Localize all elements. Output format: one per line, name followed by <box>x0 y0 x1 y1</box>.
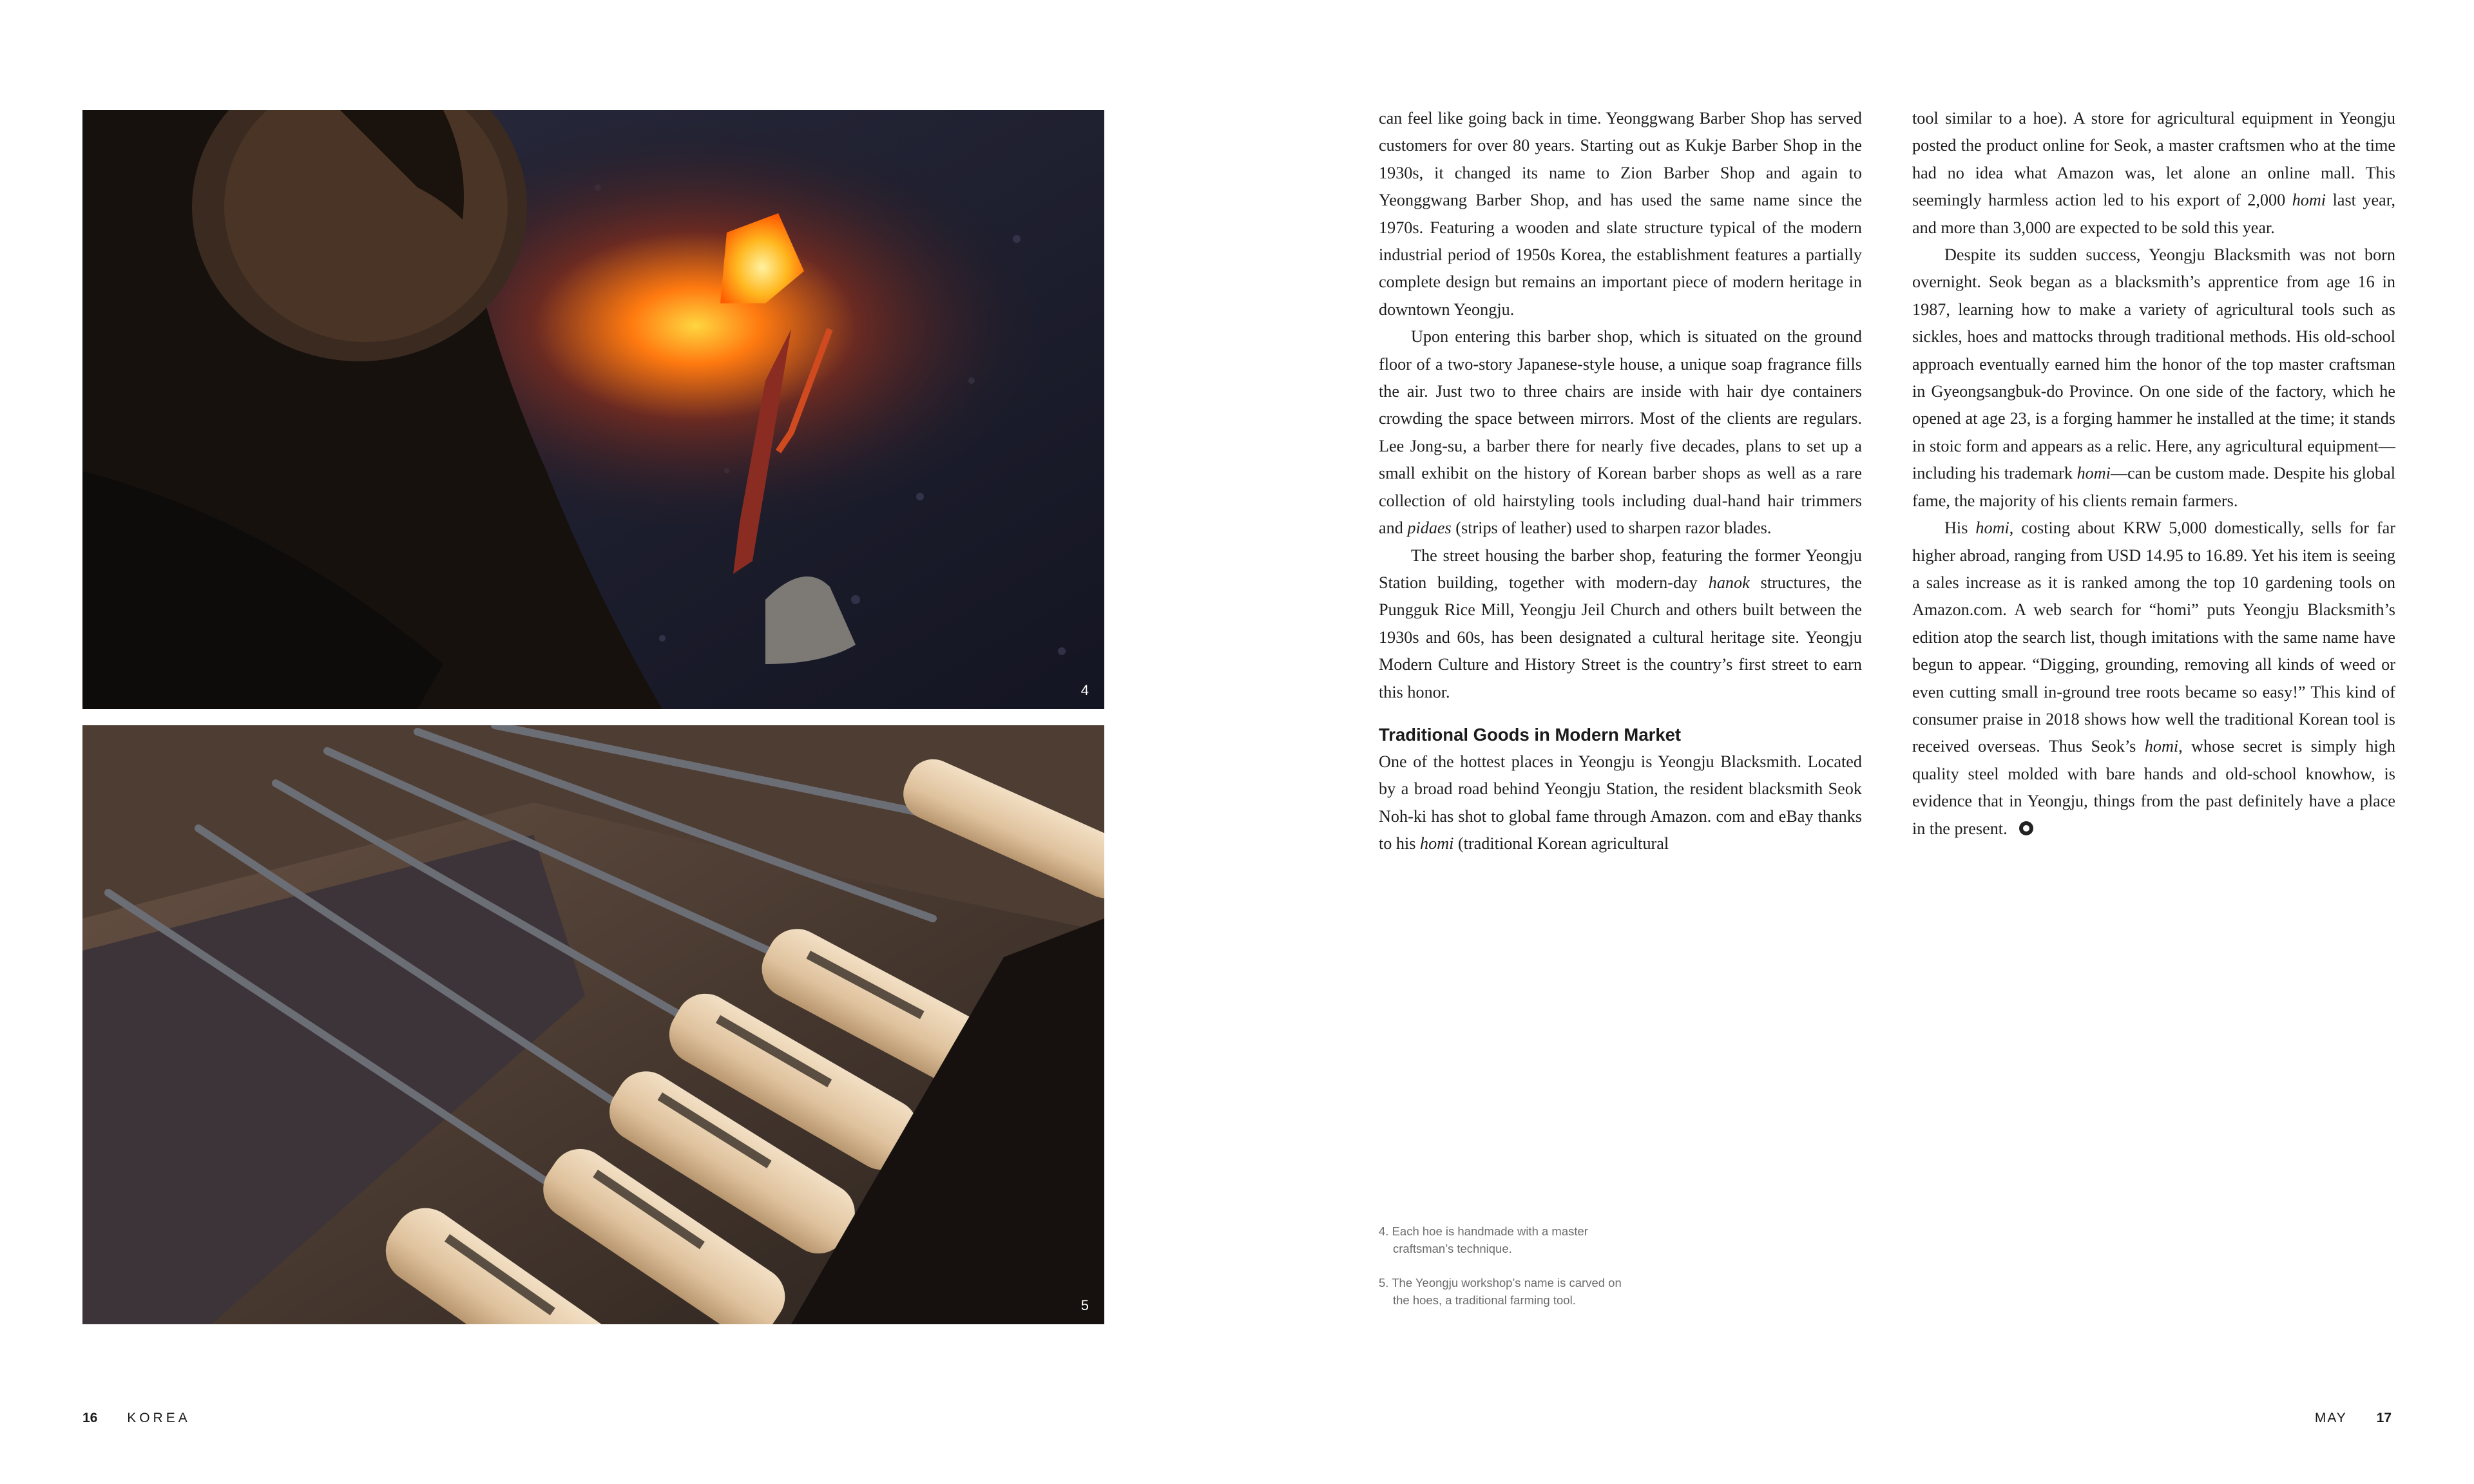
article-column-left <box>1379 105 1862 858</box>
paragraph: tool similar to a hoe). A store for agricultural equipment in Yeongju posted the product online for Seok, a master craftsmen who at the time had no idea what Amazon was, let alone an online mall. This seemingly harmless action led to his export of 2,000 homi last year, and more than 3,000 are expected to be sold this year. <box>1912 109 2395 237</box>
paragraph: Despite its sudden success, Yeongju Blacksmith was not born overnight. Seok began as a blacksmith’s apprentice from age 16 in 1987, learning how to make a variety of agricultural tools such as sickles, hoes and mattocks through traditional methods. His old-school approach eventually earned him the honor of the top master craftsman in Gyeongsangbuk-do Province. On one side of the factory, which he opened at age 23, is a forging hammer he installed at the time; it stands in stoic form and appears as a relic. Here, any agricultural equipment—including his trademark homi—can be custom made. Despite his global fame, the majority of his clients remain farmers. <box>1912 245 2395 510</box>
photo-number: 5 <box>1080 1297 1089 1313</box>
hoes-image <box>82 725 1104 1324</box>
paragraph: The street housing the barber shop, featuring the former Yeongju Station building, together with modern-day hanok structures, the Pungguk Rice Mill, Yeongju Jeil Church and others built between the 1930s and 60s, has been designated a cultural heritage site. Yeongju Modern Culture and History Street is the country’s first street to earn this honor. <box>1379 546 1862 701</box>
issue-month: MAY <box>2314 1411 2347 1425</box>
paragraph: His homi, costing about KRW 5,000 domestically, sells for far higher abroad, ranging from USD 14.95 to 16.89. Yet his item is seeing a sales increase as it is ranked among the top 10 gardening tools on Amazon.com. A web search for “homi” puts Yeongju Blacksmith’s edition atop the search list, though imitations with the same name have begun to appear. “Digging, grounding, removing all kinds of weed or even cutting small in-ground tree roots became so easy!” This kind of consumer praise in 2018 shows how well the traditional Korean tool is received overseas. Thus Seok’s homi, whose secret is simply high quality steel molded with bare hands and old-school knowhow, is evidence that in Yeongju, things from the past definitely have a place in the present. <box>1912 518 2395 838</box>
footer-left <box>82 1411 191 1426</box>
paragraph: Upon entering this barber shop, which is situated on the ground floor of a two-story Japanese-style house, a unique soap fragrance fills the air. Just two to three chairs are inside with hair dye containers crowding the space between mirrors. Most of the clients are regulars. Lee Jong-su, a barber there for nearly five decades, plans to set up a small exhibit on the history of Korean barber shops as well as a rare collection of old hairstyling tools including dual-hand hair trimmers and pidaes (strips of leather) used to sharpen razor blades. <box>1379 327 1862 538</box>
forge-image <box>82 110 1104 709</box>
paragraph: One of the hottest places in Yeongju is Yeongju Blacksmith. Located by a broad road behind Yeongju Station, the resident blacksmith Seok Noh-ki has shot to global fame through Amazon. com and eBay thanks to his homi (traditional Korean agricultural <box>1379 752 1862 853</box>
photo-captions <box>1379 1222 1636 1326</box>
footer-right <box>2315 1411 2392 1426</box>
caption: 5. The Yeongju workshop’s name is carved on the hoes, a traditional farming tool. <box>1379 1276 1622 1307</box>
photo-number: 4 <box>1080 682 1089 698</box>
photo-forge <box>82 110 1104 709</box>
paragraph: can feel like going back in time. Yeonggwang Barber Shop has served customers for over 80 years. Starting out as Kukje Barber Shop in the 1930s, it changed its name to Zion Barber Shop and again to Yeonggwang Barber Shop, and has used the same name since the 1970s. Featuring a wooden and slate structure typical of the modern industrial period of 1950s Korea, the establishment features a partially complete design but remains an important piece of modern heritage in downtown Yeongju. <box>1379 109 1862 319</box>
article-column-right <box>1912 105 2395 842</box>
magazine-name: KOREA <box>127 1411 191 1425</box>
end-mark-icon <box>2019 821 2033 835</box>
page-number: 16 <box>82 1411 98 1425</box>
page-number: 17 <box>2376 1411 2392 1425</box>
photo-hoes <box>82 725 1104 1324</box>
section-heading: Traditional Goods in Modern Market <box>1379 724 1682 745</box>
caption: 4. Each hoe is handmade with a master craftsman’s technique. <box>1379 1224 1588 1255</box>
